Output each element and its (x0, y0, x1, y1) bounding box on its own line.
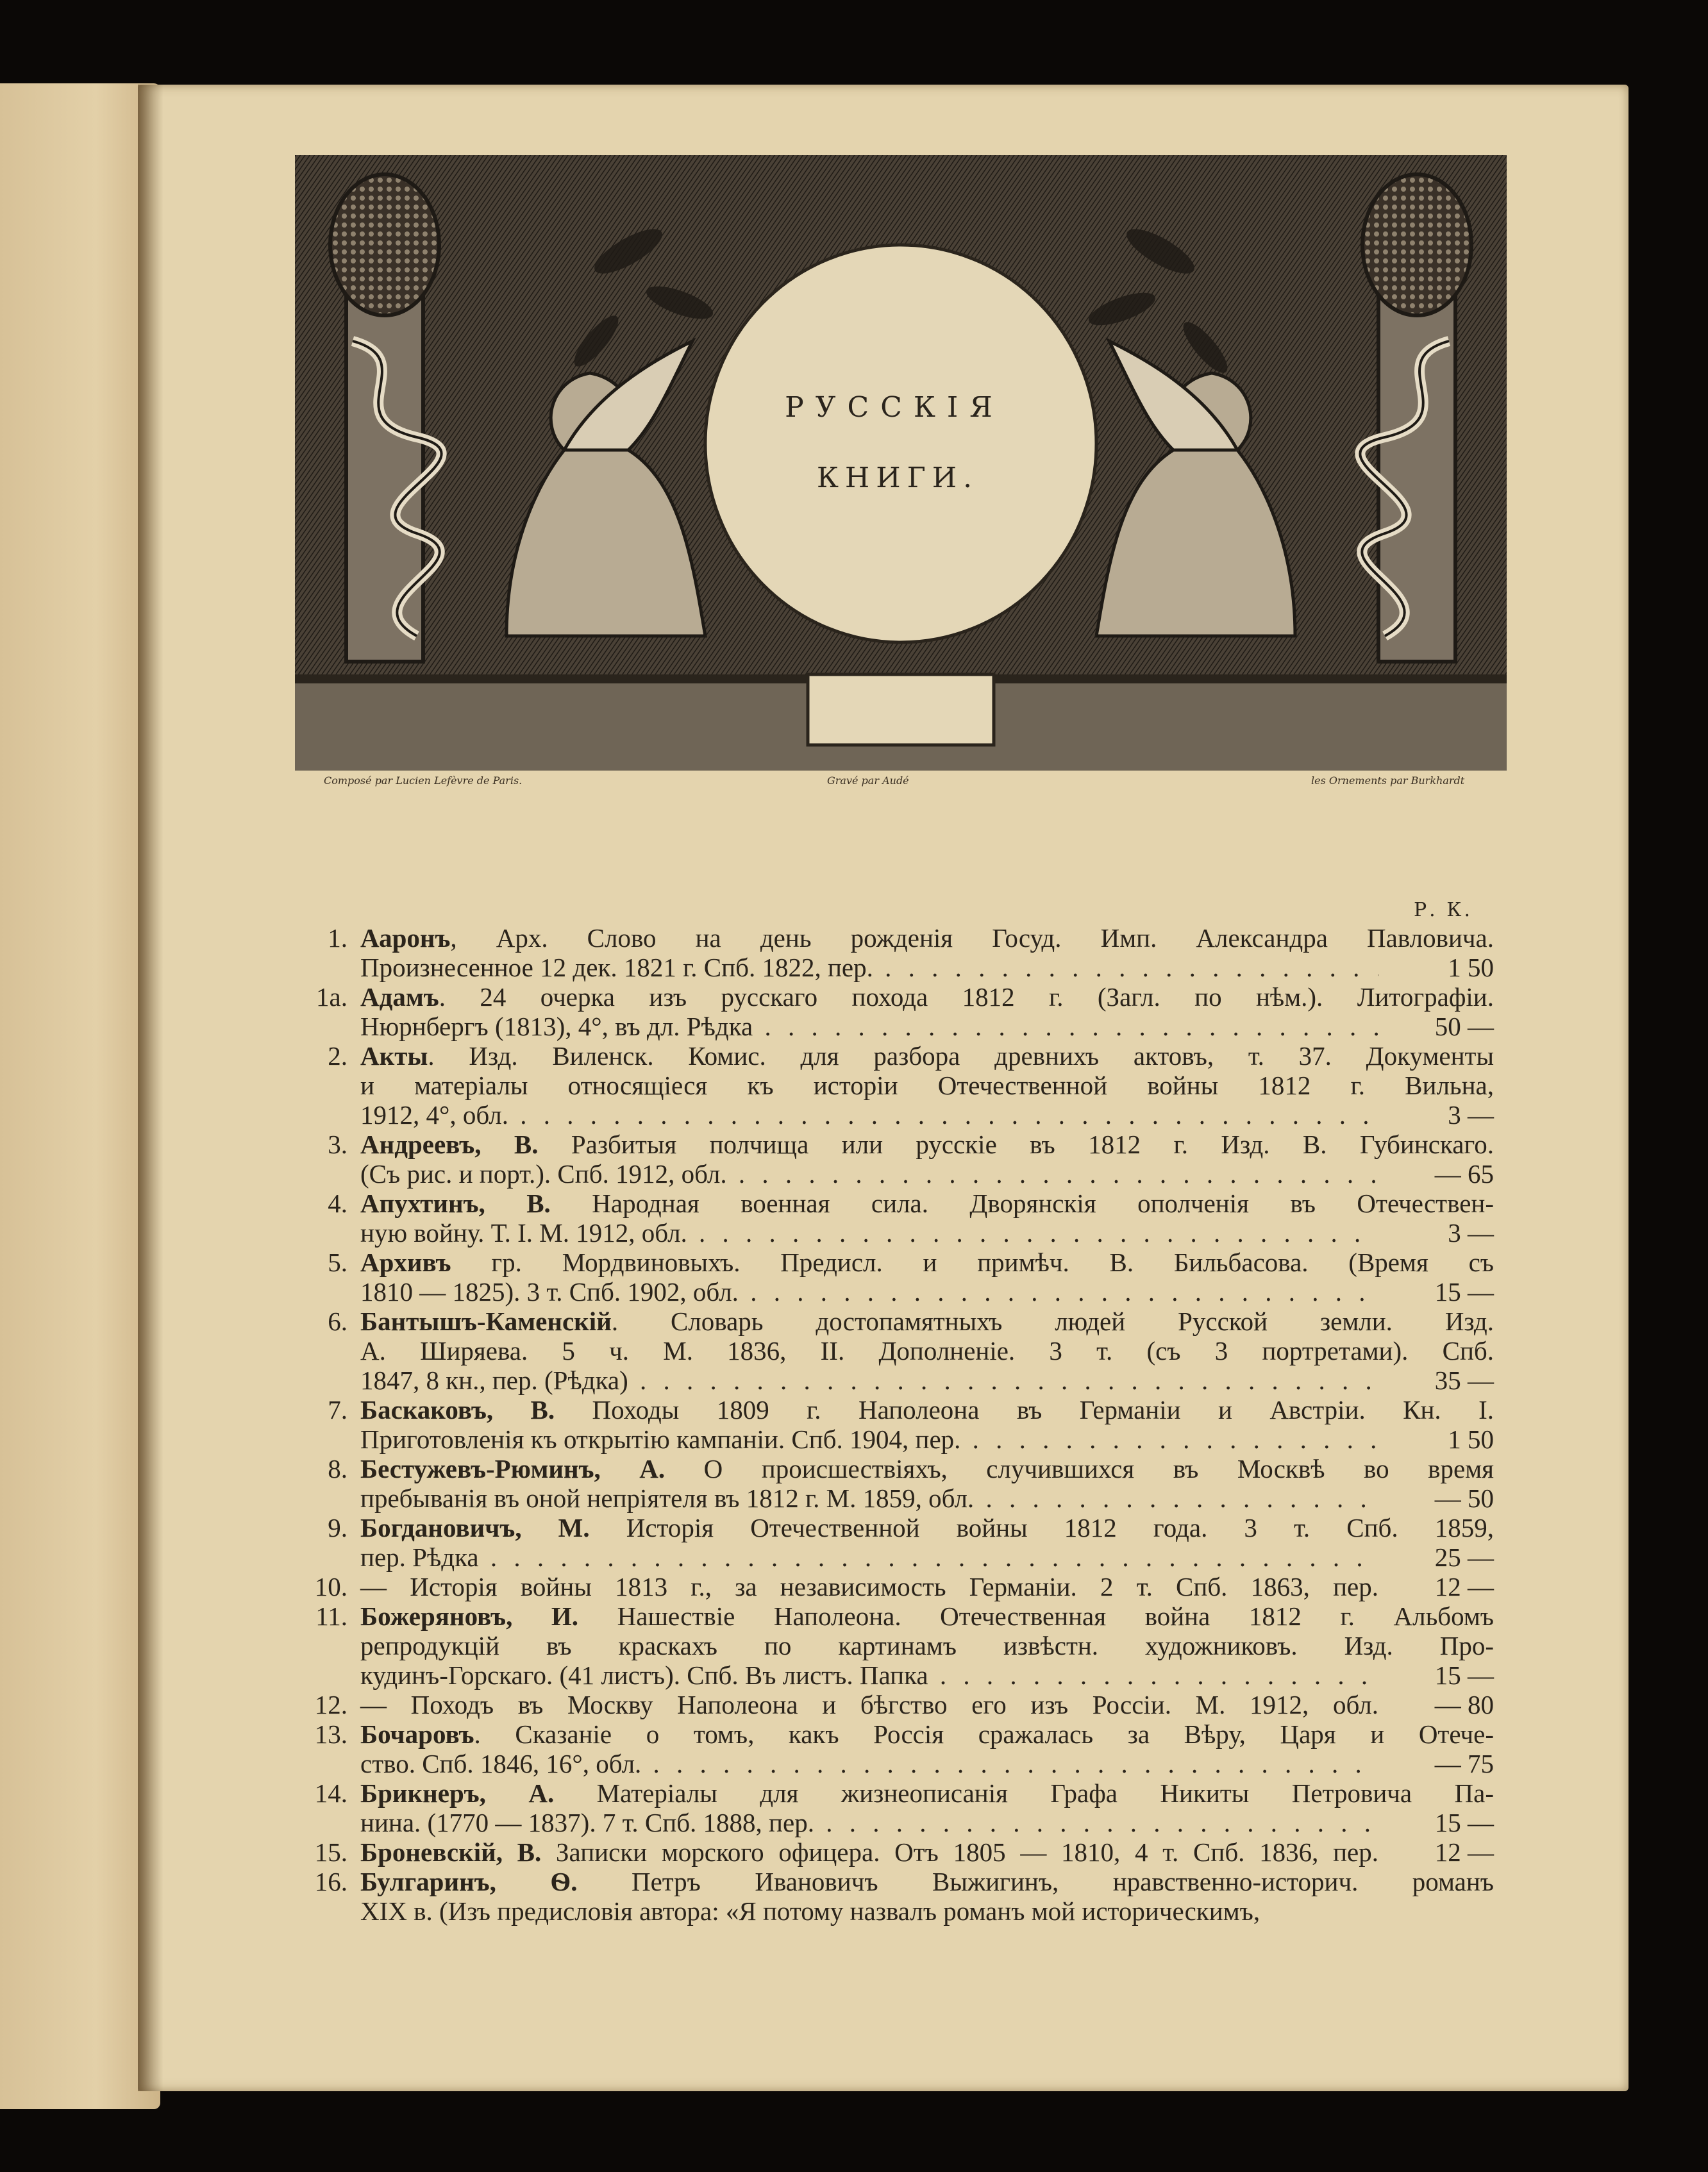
entry-text: Баскаковъ, В. Походы 1809 г. Наполеона въ Германіи и Австріи. Кн. I. (360, 1395, 1494, 1424)
catalog-entry (314, 1395, 1494, 1454)
entry-price: 3 — (1448, 1218, 1494, 1248)
entry-line (314, 1542, 1494, 1572)
entry-text: Бочаровъ. Сказаніе о томъ, какъ Россія сражалась за Вѣру, Царя и Отече- (360, 1719, 1494, 1749)
entry-line (314, 953, 1494, 982)
entry-text: кудинъ-Горскаго. (41 листъ). Спб. Въ листъ. Папка . . . (360, 1660, 1378, 1690)
entry-text: Богдановичъ, М. Исторія Отечественной войны 1812 года. 3 т. Спб. 1859, (360, 1513, 1494, 1542)
entry-author: Баскаковъ, В. (360, 1395, 555, 1424)
engraving-credit-left: Composé par Lucien Lefèvre de Paris. (324, 774, 523, 787)
entry-line (314, 1189, 1494, 1218)
entry-line (314, 1336, 1494, 1366)
entry-number: 16. (314, 1867, 347, 1896)
header-engraving (295, 149, 1507, 771)
entry-text: Архивъ гр. Мордвиновыхъ. Предисл. и примѣч. В. Бильбасова. (Время съ (360, 1248, 1494, 1277)
left-page-edge (0, 83, 160, 2109)
entry-text: пер. Рѣдка . . . (360, 1542, 1378, 1572)
page-gutter (138, 85, 163, 2091)
entry-line (314, 1896, 1494, 1926)
catalog-entry (314, 1307, 1494, 1395)
entry-price: 12 — (1434, 1572, 1494, 1601)
catalog-entry (314, 982, 1494, 1041)
entry-number: 5. (328, 1248, 347, 1277)
catalog-entry (314, 923, 1494, 982)
entry-price: 15 — (1434, 1808, 1494, 1837)
entry-line (314, 1601, 1494, 1631)
entry-text: репродукцій въ краскахъ по картинамъ извѣстн. художниковъ. Изд. Про- (360, 1631, 1494, 1660)
entry-line (314, 1631, 1494, 1660)
engraving-credit-right: les Ornements par Burkhardt (1311, 774, 1465, 787)
entry-price: 3 — (1448, 1100, 1494, 1130)
entry-author: Андреевъ, В. (360, 1130, 539, 1159)
entry-line (314, 1690, 1494, 1719)
entry-author: Апухтинъ, В. (360, 1189, 551, 1218)
entry-number: 3. (328, 1130, 347, 1159)
entry-author: Адамъ (360, 982, 439, 1012)
entry-line (314, 1808, 1494, 1837)
entry-number: 2. (328, 1041, 347, 1071)
entry-text: нина. (1770 — 1837). 7 т. Спб. 1888, пер. . . . (360, 1808, 1378, 1837)
entry-line (314, 1867, 1494, 1896)
entry-number: 14. (314, 1778, 347, 1808)
entry-price: — 75 (1434, 1749, 1494, 1778)
entry-line (314, 1130, 1494, 1159)
entry-text: — Исторія войны 1813 г., за независимость Германіи. 2 т. Спб. 1863, пер. (360, 1572, 1378, 1601)
catalog-entry (314, 1778, 1494, 1837)
entry-author: Архивъ (360, 1248, 451, 1277)
entry-price: — 65 (1434, 1159, 1494, 1189)
entry-line (314, 1012, 1494, 1041)
entry-line (314, 1071, 1494, 1100)
entry-text: Ааронъ, Арх. Слово на день рожденія Госуд. Имп. Александра Павловича. (360, 923, 1494, 953)
entry-price: 25 — (1434, 1542, 1494, 1572)
catalog-entry (314, 1867, 1494, 1926)
entry-line (314, 1719, 1494, 1749)
entry-line (314, 1041, 1494, 1071)
entry-author: Брикнеръ, А. (360, 1778, 555, 1808)
entry-price: 15 — (1434, 1660, 1494, 1690)
entry-line (314, 1483, 1494, 1513)
entry-text: XIX в. (Изъ предисловія автора: «Я потому назвалъ романъ мой историческимъ, (360, 1896, 1260, 1926)
entry-author: Ааронъ (360, 923, 451, 953)
entry-text: ство. Спб. 1846, 16°, обл. . . . (360, 1749, 1378, 1778)
entry-number: 1. (328, 923, 347, 953)
entry-text: 1810 — 1825). 3 т. Спб. 1902, обл. . . . (360, 1277, 1378, 1307)
catalog-entry (314, 1454, 1494, 1513)
entry-number: 1а. (316, 982, 347, 1012)
entry-text: Брикнеръ, А. Матеріалы для жизнеописанія Графа Никиты Петровича Па- (360, 1778, 1494, 1808)
entry-price: — 50 (1434, 1483, 1494, 1513)
entry-text: Произнесенное 12 дек. 1821 г. Спб. 1822, пер. . . . (360, 953, 1378, 982)
entry-line (314, 1218, 1494, 1248)
entry-number: 15. (314, 1837, 347, 1867)
catalog-entry (314, 1719, 1494, 1778)
entry-price: 1 50 (1448, 953, 1494, 982)
entry-text: Булгаринъ, Ѳ. Петръ Ивановичъ Выжигинъ, нравственно-историч. романъ (360, 1867, 1494, 1896)
catalog-entry (314, 1130, 1494, 1189)
entry-text: Божеряновъ, И. Нашествіе Наполеона. Отечественная война 1812 г. Альбомъ (360, 1601, 1494, 1631)
entry-text: 1912, 4°, обл. . . . (360, 1100, 1378, 1130)
entry-price: 50 — (1434, 1012, 1494, 1041)
entry-text: А. Ширяева. 5 ч. М. 1836, II. Дополненіе. 3 т. (съ 3 портретами). Спб. (360, 1336, 1494, 1366)
entry-price: 1 50 (1448, 1424, 1494, 1454)
header-title-line2: КНИГИ. (816, 462, 979, 494)
entry-number: 12. (314, 1690, 347, 1719)
entry-price: 12 — (1434, 1837, 1494, 1867)
entry-price: 15 — (1434, 1277, 1494, 1307)
entry-line (314, 1395, 1494, 1424)
entry-line (314, 1660, 1494, 1690)
entry-text: Броневскій, В. Записки морского офицера. Отъ 1805 — 1810, 4 т. Спб. 1836, пер. (360, 1837, 1378, 1867)
engraving-credit-center: Gravé par Audé (827, 774, 909, 787)
entry-price: 35 — (1434, 1366, 1494, 1395)
entry-price: — 80 (1434, 1690, 1494, 1719)
entry-line (314, 1100, 1494, 1130)
entry-line (314, 1749, 1494, 1778)
entry-author: Бочаровъ (360, 1719, 474, 1749)
entry-text: Акты. Изд. Виленск. Комис. для разбора древнихъ актовъ, т. 37. Документы (360, 1041, 1494, 1071)
entry-text: Бестужевъ-Рюминъ, А. О происшествіяхъ, случившихся въ Москвѣ во время (360, 1454, 1494, 1483)
entry-number: 9. (328, 1513, 347, 1542)
entry-author: Бантышъ-Каменскій (360, 1307, 612, 1336)
entry-number: 13. (314, 1719, 347, 1749)
entry-line (314, 1307, 1494, 1336)
entry-author: Божеряновъ, И. (360, 1601, 579, 1631)
entry-author: Булгаринъ, Ѳ. (360, 1867, 578, 1896)
entry-author: Богдановичъ, М. (360, 1513, 590, 1542)
catalog-entry (314, 1248, 1494, 1307)
entry-number: 6. (328, 1307, 347, 1336)
header-title-line1: РУССКІЯ (785, 391, 1004, 424)
entry-line (314, 1277, 1494, 1307)
entry-line (314, 923, 1494, 953)
entry-text: — Походъ въ Москву Наполеона и бѣгство его изъ Россіи. М. 1912, обл. (360, 1690, 1378, 1719)
entry-text: Апухтинъ, В. Народная военная сила. Дворянскія ополченія въ Отечествен- (360, 1189, 1494, 1218)
entry-text: и матеріалы относящіеся къ исторіи Отечественной войны 1812 г. Вильна, (360, 1071, 1494, 1100)
entry-line (314, 982, 1494, 1012)
entry-line (314, 1454, 1494, 1483)
entry-text: Нюрнбергъ (1813), 4°, въ дл. Рѣдка . . . (360, 1012, 1378, 1041)
entry-author: Акты (360, 1041, 428, 1071)
entry-number: 8. (328, 1454, 347, 1483)
entry-author: Броневскій, В. (360, 1837, 542, 1867)
entry-line (314, 1424, 1494, 1454)
entry-text: ную войну. Т. I. М. 1912, обл. . . . (360, 1218, 1378, 1248)
price-column-header: Р. К. (1414, 899, 1473, 921)
catalog-entry (314, 1513, 1494, 1572)
entry-text: 1847, 8 кн., пер. (Рѣдка) . . . (360, 1366, 1378, 1395)
entry-text: Приготовленія къ открытію кампаніи. Спб. 1904, пер. . . . (360, 1424, 1378, 1454)
catalog-entry (314, 1041, 1494, 1130)
entry-number: 10. (314, 1572, 347, 1601)
entry-line (314, 1572, 1494, 1601)
entry-line (314, 1837, 1494, 1867)
entry-line (314, 1366, 1494, 1395)
catalog-entry (314, 1690, 1494, 1719)
entry-number: 4. (328, 1189, 347, 1218)
entry-number: 11. (315, 1601, 347, 1631)
entry-text: (Съ рис. и порт.). Спб. 1912, обл. . . . (360, 1159, 1378, 1189)
entry-text: Бантышъ-Каменскій. Словарь достопамятныхъ людей Русской земли. Изд. (360, 1307, 1494, 1336)
catalog-entry (314, 1601, 1494, 1690)
entry-author: Бестужевъ-Рюминъ, А. (360, 1454, 666, 1483)
catalog-entries (314, 923, 1494, 1926)
entry-line (314, 1248, 1494, 1277)
entry-text: Андреевъ, В. Разбитыя полчища или русскіе въ 1812 г. Изд. В. Губинскаго. (360, 1130, 1494, 1159)
entry-line (314, 1159, 1494, 1189)
entry-text: Адамъ. 24 очерка изъ русскаго похода 1812 г. (Загл. по нѣм.). Литографіи. (360, 982, 1494, 1012)
entry-line (314, 1513, 1494, 1542)
catalog-entry (314, 1189, 1494, 1248)
entry-text: пребыванія въ оной непріятеля въ 1812 г. М. 1859, обл. . . . (360, 1483, 1378, 1513)
catalog-entry (314, 1572, 1494, 1601)
catalog-entry (314, 1837, 1494, 1867)
entry-number: 7. (328, 1395, 347, 1424)
entry-line (314, 1778, 1494, 1808)
